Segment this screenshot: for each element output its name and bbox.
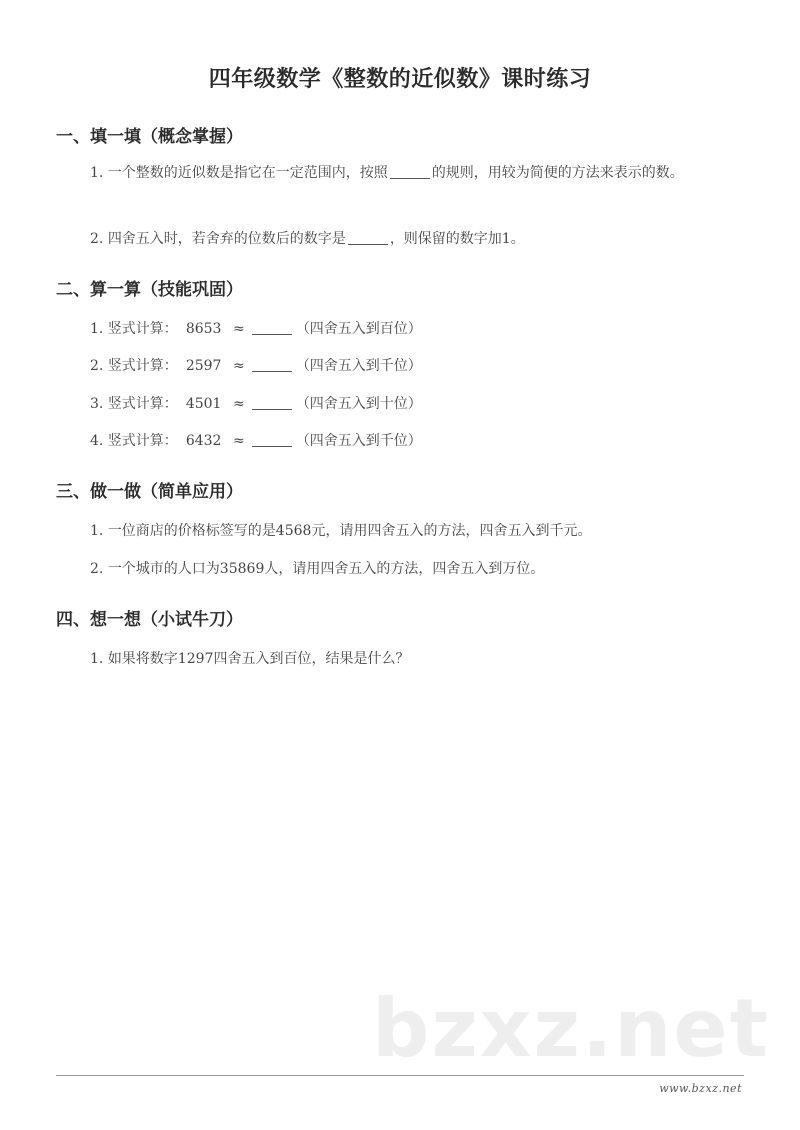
fill-question-2 <box>90 228 525 248</box>
footer-divider <box>56 1075 744 1076</box>
apply-question-2 <box>90 558 544 578</box>
answer-blank[interactable] <box>252 446 292 447</box>
answer-blank[interactable] <box>252 334 292 335</box>
calc-value: 8653 <box>185 321 222 337</box>
question-number: 4. <box>90 433 104 449</box>
approx-sign: ≈ <box>232 358 245 374</box>
apply-question-1 <box>90 520 591 540</box>
answer-blank[interactable] <box>390 178 430 179</box>
section-heading-2: 二、算一算（技能巩固） <box>56 280 243 300</box>
approx-sign: ≈ <box>232 433 245 449</box>
calc-label: 竖式计算： <box>107 358 178 374</box>
question-number: 2. <box>90 358 104 374</box>
calc-hint: （四舍五入到千位） <box>295 358 422 374</box>
calc-hint: （四舍五入到千位） <box>295 433 422 449</box>
question-number: 2. <box>90 561 104 577</box>
question-number: 1. <box>90 321 104 337</box>
calc-hint: （四舍五入到百位） <box>295 321 422 337</box>
fill-question-1 <box>56 158 716 188</box>
question-text: 一位商店的价格标签写的是4568元，请用四舍五入的方法，四舍五入到千元。 <box>107 523 592 539</box>
calc-question-1 <box>90 318 422 338</box>
calc-hint: （四舍五入到十位） <box>295 396 422 412</box>
question-text-before: 一个整数的近似数是指它在一定范围内，按照 <box>107 165 388 181</box>
question-text-before: 四舍五入时，若舍弃的位数后的数字是 <box>107 231 346 247</box>
question-number: 1. <box>90 651 104 667</box>
section-heading-3: 三、做一做（简单应用） <box>56 482 243 502</box>
approx-sign: ≈ <box>232 321 245 337</box>
watermark: bzxz.net <box>372 982 770 1075</box>
question-text-after: 的规则，用较为简便的方法来表示的数。 <box>431 165 684 181</box>
calc-question-2 <box>90 355 422 375</box>
question-number: 3. <box>90 396 104 412</box>
answer-blank[interactable] <box>348 244 388 245</box>
question-text: 如果将数字1297四舍五入到百位，结果是什么？ <box>107 651 410 667</box>
question-number: 1. <box>90 165 104 181</box>
answer-blank[interactable] <box>252 409 292 410</box>
calc-value: 2597 <box>185 358 222 374</box>
page-title: 四年级数学《整数的近似数》课时练习 <box>208 67 592 92</box>
answer-blank[interactable] <box>252 371 292 372</box>
calc-label: 竖式计算： <box>107 433 178 449</box>
calc-value: 4501 <box>185 396 222 412</box>
question-text: 一个城市的人口为35869人，请用四舍五入的方法，四舍五入到万位。 <box>107 561 545 577</box>
calc-label: 竖式计算： <box>107 321 178 337</box>
section-heading-1: 一、填一填（概念掌握） <box>56 127 243 147</box>
calc-question-4 <box>90 430 422 450</box>
footer-url: www.bzxz.net <box>659 1082 742 1095</box>
question-number: 1. <box>90 523 104 539</box>
calc-label: 竖式计算： <box>107 396 178 412</box>
calc-value: 6432 <box>185 433 222 449</box>
think-question-1 <box>90 648 409 668</box>
question-text-after: ，则保留的数字加1。 <box>389 231 525 247</box>
section-heading-4: 四、想一想（小试牛刀） <box>56 610 243 630</box>
approx-sign: ≈ <box>232 396 245 412</box>
question-number: 2. <box>90 231 104 247</box>
calc-question-3 <box>90 393 422 413</box>
